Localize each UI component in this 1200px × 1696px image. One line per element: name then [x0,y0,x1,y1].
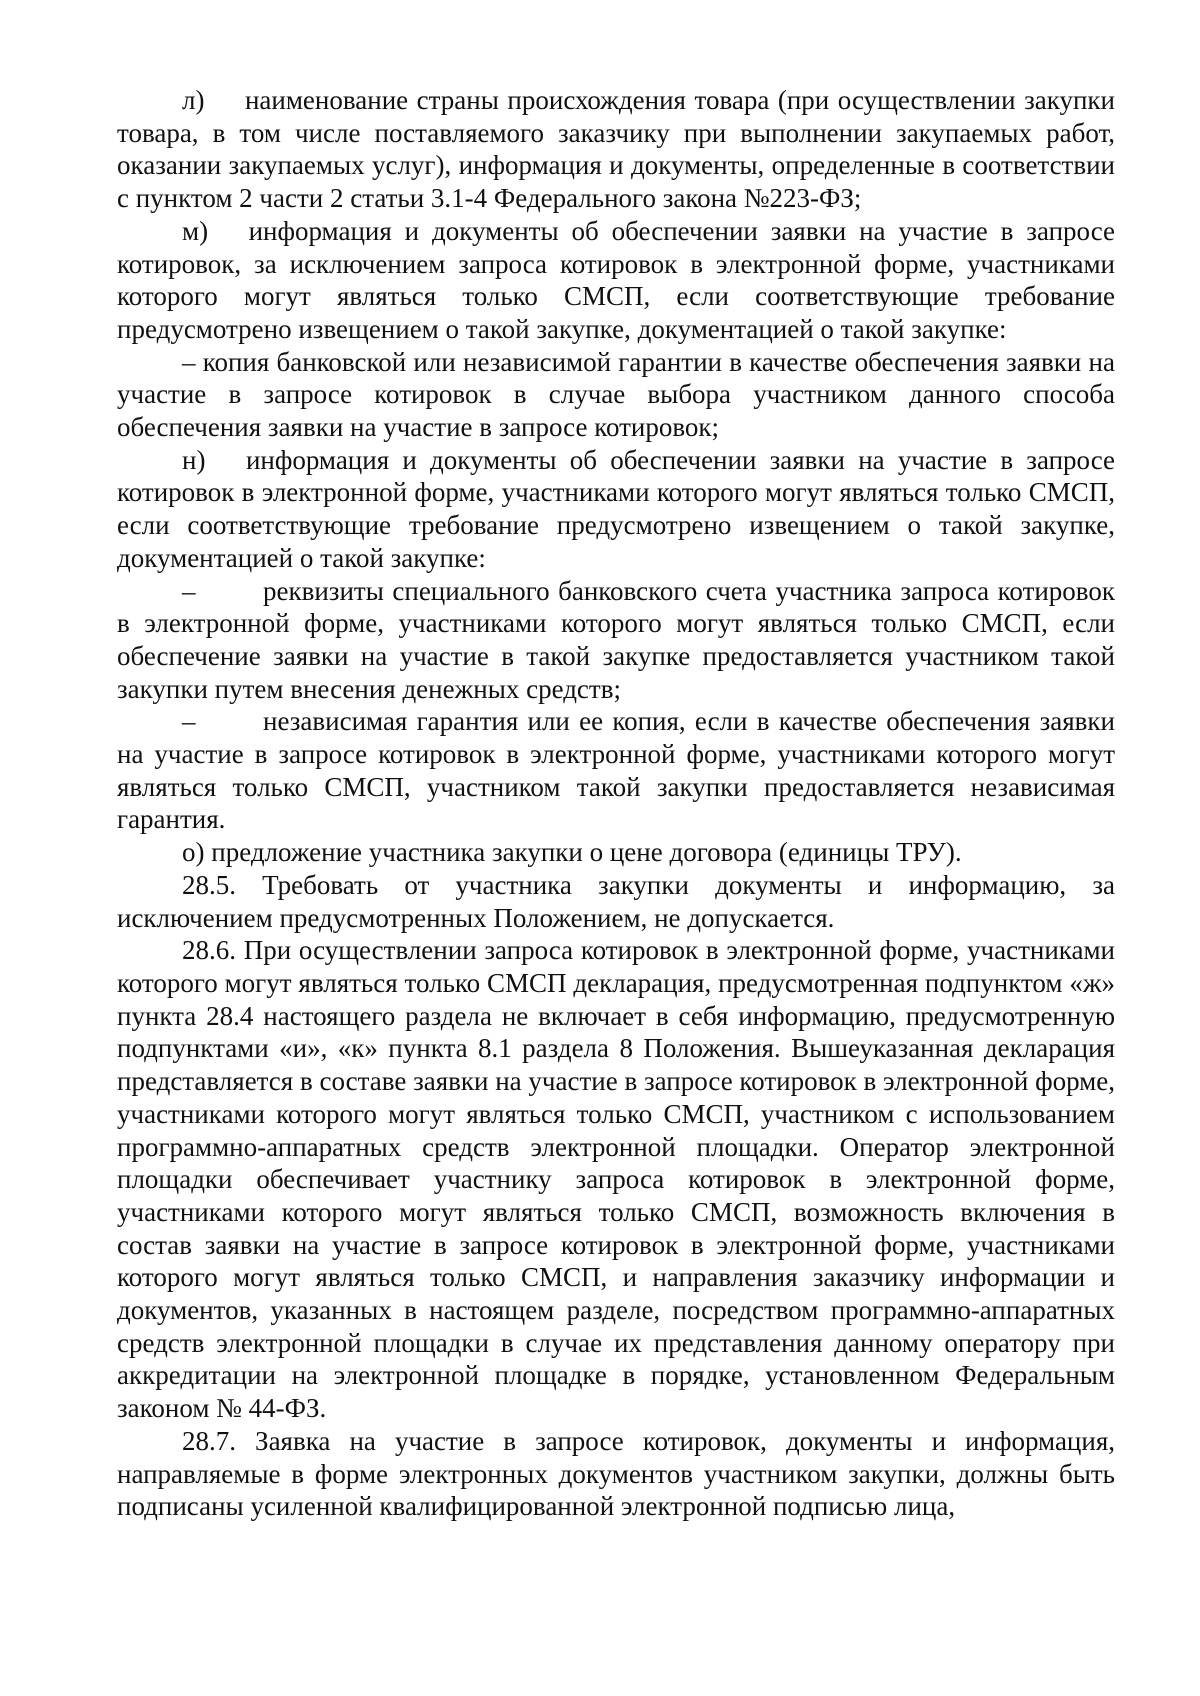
paragraph-28-6: 28.6. При осуществлении запроса котировок в электронной форме, участниками которого могут являться только СМСП декларация, предусмотренная подпунктом «ж» пункта 28.4 настоящего раздела не включает в себя информацию, предусмотренную подпунктами «и», «к» пункта 8.1 раздела 8 Положения. Вышеуказанная декларация представляется в составе заявки на участие в запросе котировок в электронной форме, участниками которого могут являться только СМСП, участником с использованием программно-аппаратных средств электронной площадки. Оператор электронной площадки обеспечивает участнику запроса котировок в электронной форме, участниками которого могут являться только СМСП, возможность включения в состав заявки на участие в запросе котировок в электронной форме, участниками которого могут являться только СМСП, и направления заказчику информации и документов, указанных в настоящем разделе, посредством программно-аппаратных средств электронной площадки в случае их представления данному оператору при аккредитации на электронной площадке в порядке, установленном Федеральным законом № 44-ФЗ. [117,935,1115,1424]
paragraph-28-7: 28.7. Заявка на участие в запросе котировок, документы и информация, направляемые в форме электронных документов участником закупки, должны быть подписаны усиленной квалифицированной электронной подписью лица, [117,1425,1115,1522]
paragraph-n-dash-2: – независимая гарантия или ее копия, если в качестве обеспечения заявки на участие в запросе котировок в электронной форме, участниками которого могут являться только СМСП, участником такой закупки предоставляется независимая гарантия. [117,706,1115,835]
paragraph-n-dash-1: – реквизиты специального банковского счета участника запроса котировок в электронной форме, участниками которого могут являться только СМСП, если обеспечение заявки на участие в такой закупке предоставляется участником такой закупки путем внесения денежных средств; [117,575,1115,704]
paragraph-o: о) предложение участника закупки о цене договора (единицы ТРУ). [182,837,962,868]
paragraph-m: м) информация и документы об обеспечении заявки на участие в запросе котировок, за исключением запроса котировок в электронной форме, участниками которого могут являться только СМСП, если соответствующие требование предусмотрено извещением о такой закупке, документацией о такой закупке: [117,215,1115,344]
paragraph-n: н) информация и документы об обеспечении заявки на участие в запросе котировок в электронной форме, участниками которого могут являться только СМСП, если соответствующие требование предусмотрено извещением о такой закупке, документацией о такой закупке: [117,444,1115,573]
paragraph-m-dash: – копия банковской или независимой гарантии в качестве обеспечения заявки на участие в запросе котировок в случае выбора участником данного способа обеспечения заявки на участие в запросе котировок; [117,346,1115,443]
paragraph-28-5: 28.5. Требовать от участника закупки документы и информацию, за исключением предусмотренных Положением, не допускается. [117,869,1115,933]
paragraph-l: л) наименование страны происхождения товара (при осуществлении закупки товара, в том числе поставляемого заказчику при выполнении закупаемых работ, оказании закупаемых услуг), информация и документы, определенные в соответствии с пунктом 2 части 2 статьи 3.1-4 Федерального закона №223-ФЗ; [117,85,1115,214]
